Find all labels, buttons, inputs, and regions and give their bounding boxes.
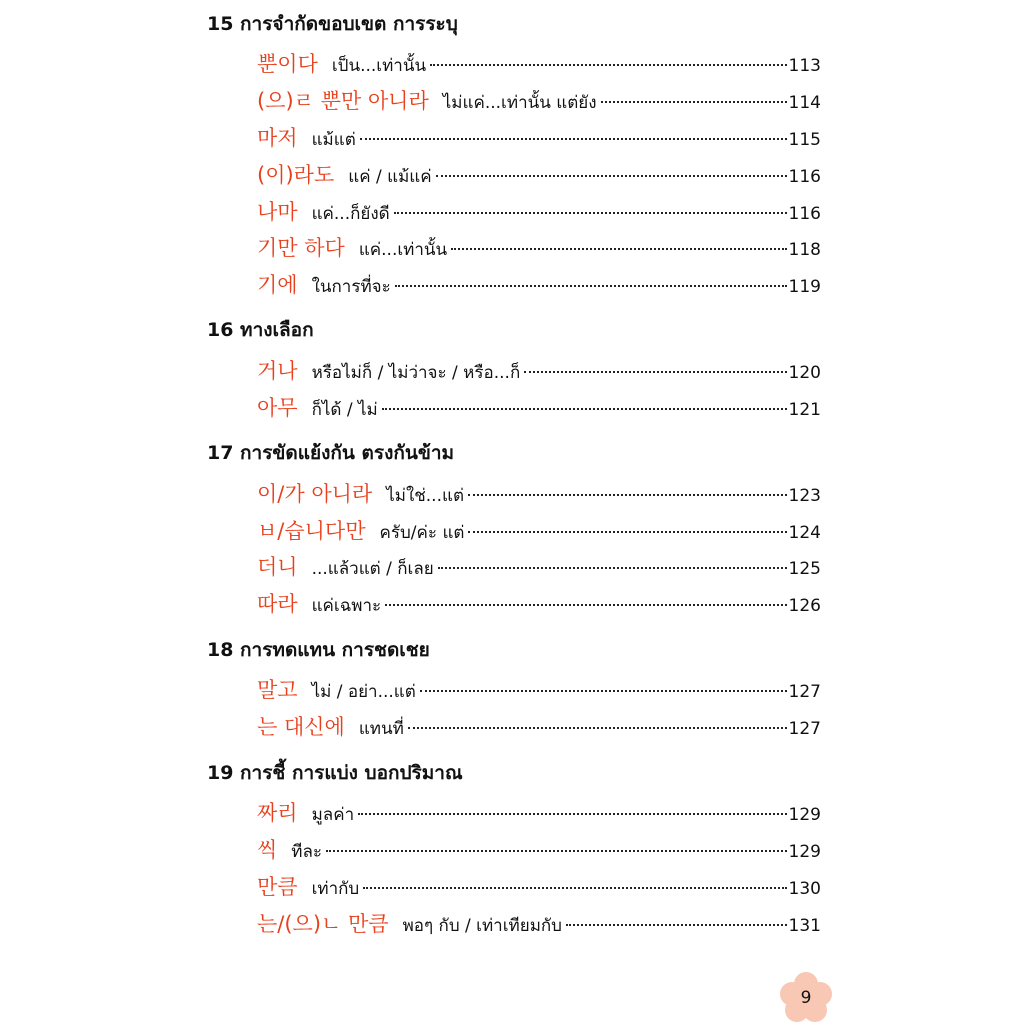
toc-entry [257, 392, 821, 420]
toc-entry [257, 551, 821, 579]
thai-meaning: ก็ได้ / ไม่ [311, 400, 378, 420]
thai-meaning: เท่ากับ [311, 879, 360, 899]
thai-meaning: ...แล้วแต่ / ก็เลย [311, 559, 434, 579]
section-title-16: 16 ทางเลือก [207, 319, 314, 341]
dot-leader [385, 604, 786, 606]
toc-entry [257, 797, 821, 825]
korean-term: 마저 [257, 126, 298, 150]
page-ref: 126 [788, 596, 821, 616]
toc-entry [257, 834, 821, 862]
korean-term: 씩 [257, 838, 278, 862]
thai-meaning: แค่...ก็ยังดี [311, 204, 390, 224]
dot-leader [394, 212, 787, 214]
section-title-19: 19 การชี้ การแบ่ง บอกปริมาณ [207, 762, 463, 784]
dot-leader [451, 248, 786, 250]
korean-term: ㅂ/습니다만 [257, 519, 366, 543]
thai-meaning: ไม่ / อย่า...แต่ [311, 682, 416, 702]
dot-leader [601, 101, 787, 103]
page-ref: 119 [788, 277, 821, 297]
toc-entry [257, 355, 821, 383]
thai-meaning: ทีละ [291, 842, 323, 862]
korean-term: 더니 [257, 555, 298, 579]
toc-entry [257, 871, 821, 899]
korean-term: 는/(으)ㄴ 만큼 [257, 912, 389, 936]
thai-meaning: ไม่แค่...เท่านั้น แต่ยัง [442, 93, 597, 113]
dot-leader [363, 887, 786, 889]
toc-entry [257, 269, 821, 297]
korean-term: 거나 [257, 359, 298, 383]
page-ref: 127 [788, 682, 821, 702]
toc-entry [257, 232, 821, 260]
thai-meaning: แม้แต่ [311, 130, 356, 150]
dot-leader [408, 727, 787, 729]
toc-entry [257, 122, 821, 150]
dot-leader [326, 850, 786, 852]
toc-entry [257, 48, 821, 76]
dot-leader [395, 285, 787, 287]
toc-entry [257, 478, 821, 506]
thai-meaning: ไม่ใช่...แต่ [386, 486, 464, 506]
dot-leader [382, 408, 787, 410]
dot-leader [430, 64, 786, 66]
korean-term: 따라 [257, 592, 298, 616]
toc-entry [257, 674, 821, 702]
dot-leader [420, 690, 787, 692]
page-number: 9 [800, 988, 812, 1008]
toc-entry [257, 85, 821, 113]
page-ref: 113 [788, 56, 821, 76]
toc-entry [257, 196, 821, 224]
dot-leader [436, 175, 787, 177]
section-title-18: 18 การทดแทน การชดเชย [207, 639, 430, 661]
page-ref: 127 [788, 719, 821, 739]
page-ref: 124 [788, 523, 821, 543]
toc-entry [257, 711, 821, 739]
toc-entry [257, 515, 821, 543]
page-ref: 121 [788, 400, 821, 420]
page-ref: 116 [788, 167, 821, 187]
thai-meaning: แค่ / แม้แค่ [348, 167, 432, 187]
korean-term: (으)ㄹ 뿐만 아니라 [257, 89, 429, 113]
dot-leader [360, 138, 787, 140]
korean-term: (이)라도 [257, 163, 335, 187]
page-ref: 129 [788, 842, 821, 862]
dot-leader [566, 924, 787, 926]
page-ref: 120 [788, 363, 821, 383]
korean-term: 만큼 [257, 875, 298, 899]
section-title-17: 17 การขัดแย้งกัน ตรงกันข้าม [207, 442, 455, 464]
thai-meaning: มูลค่า [311, 805, 355, 825]
page-ref: 123 [788, 486, 821, 506]
korean-term: 이/가 아니라 [257, 482, 373, 506]
thai-meaning: พอๆ กับ / เท่าเทียมกับ [402, 916, 562, 936]
dot-leader [358, 813, 786, 815]
page-ref: 116 [788, 204, 821, 224]
korean-term: 말고 [257, 678, 298, 702]
section-title-15: 15 การจำกัดขอบเขต การระบุ [207, 13, 458, 35]
page-ref: 130 [788, 879, 821, 899]
page-ref: 125 [788, 559, 821, 579]
thai-meaning: แค่...เท่านั้น [358, 240, 448, 260]
page-ref: 114 [788, 93, 821, 113]
page-ref: 131 [788, 916, 821, 936]
page-ref: 115 [788, 130, 821, 150]
dot-leader [438, 567, 787, 569]
korean-term: 기만 하다 [257, 236, 345, 260]
thai-meaning: เป็น...เท่านั้น [331, 56, 427, 76]
toc-entry [257, 588, 821, 616]
thai-meaning: หรือไม่ก็ / ไม่ว่าจะ / หรือ...ก็ [311, 363, 521, 383]
dot-leader [468, 494, 787, 496]
toc-entry [257, 908, 821, 936]
korean-term: 나마 [257, 200, 298, 224]
korean-term: 는 대신에 [257, 715, 345, 739]
korean-term: 짜리 [257, 801, 298, 825]
thai-meaning: แค่เฉพาะ [311, 596, 382, 616]
page-ref: 118 [788, 240, 821, 260]
toc-entry [257, 159, 821, 187]
thai-meaning: ในการที่จะ [311, 277, 391, 297]
dot-leader [524, 371, 786, 373]
korean-term: 기에 [257, 273, 298, 297]
flower-icon [780, 972, 832, 1024]
page-ref: 129 [788, 805, 821, 825]
thai-meaning: แทนที่ [358, 719, 404, 739]
thai-meaning: ครับ/ค่ะ แต่ [379, 523, 465, 543]
dot-leader [468, 531, 786, 533]
korean-term: 뿐이다 [257, 52, 318, 76]
korean-term: 아무 [257, 396, 298, 420]
